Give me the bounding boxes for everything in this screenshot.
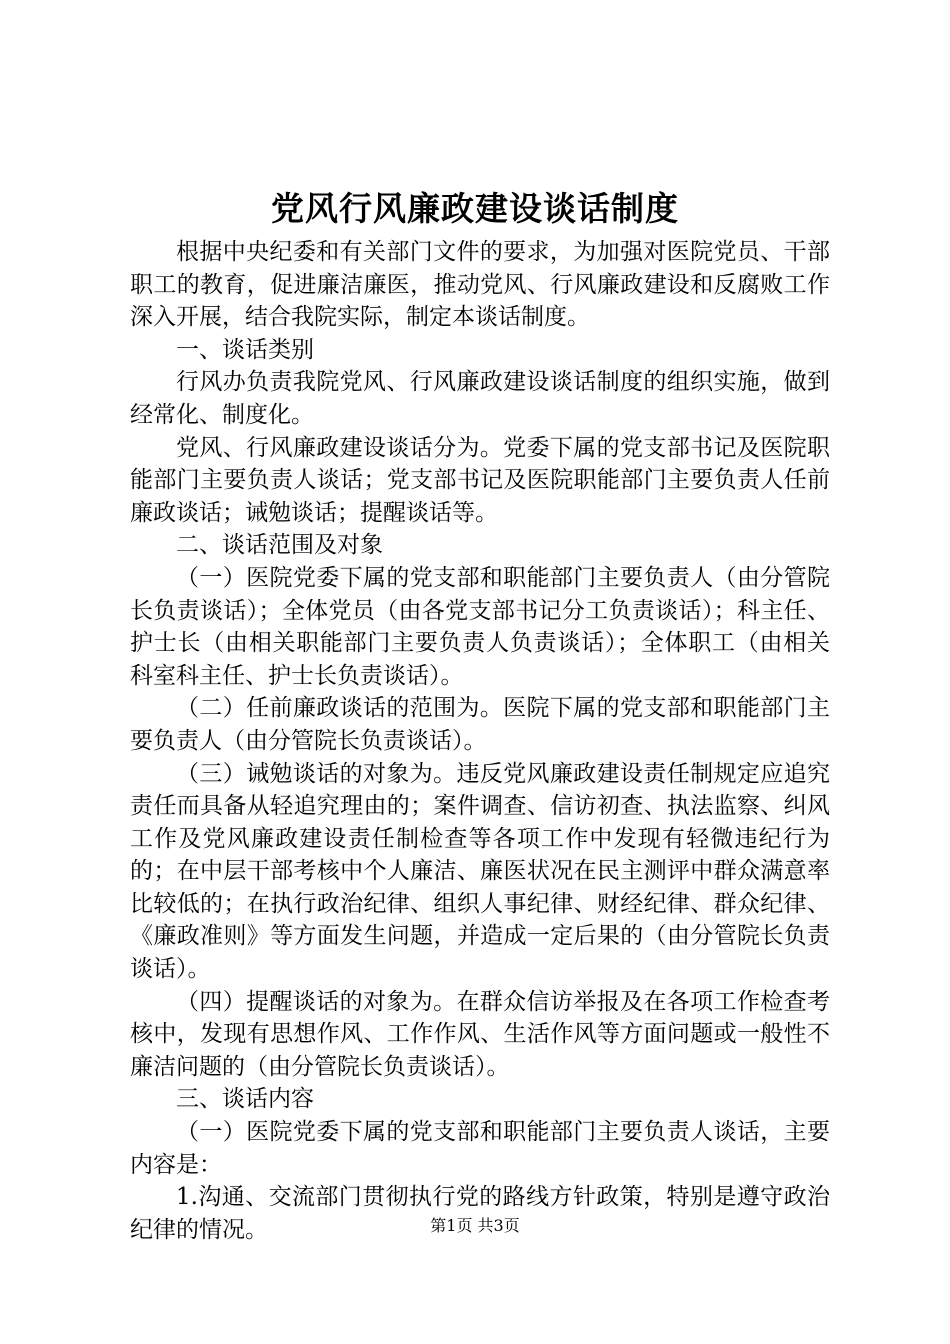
paragraph: 1.沟通、交流部门贯彻执行党的路线方针政策，特别是遵守政治纪律的情况。: [130, 1184, 830, 1243]
paragraph-intro: 根据中央纪委和有关部门文件的要求，为加强对医院党员、干部职工的教育，促进廉洁廉医，推动党风、行风廉政建设和反腐败工作深入开展，结合我院实际，制定本谈话制度。: [130, 239, 830, 331]
paragraph: （四）提醒谈话的对象为。在群众信访举报及在各项工作检查考核中，发现有思想作风、工作作风、生活作风等方面问题或一般性不廉洁问题的（由分管院长负责谈话）。: [130, 988, 830, 1080]
section-heading-3: 三、谈话内容: [176, 1086, 314, 1113]
paragraph: （一）医院党委下属的党支部和职能部门主要负责人谈话，主要内容是：: [130, 1119, 830, 1178]
section-heading-2: 二、谈话范围及对象: [176, 532, 383, 559]
paragraph: （二）任前廉政谈话的范围为。医院下属的党支部和职能部门主要负责人（由分管院长负责谈话）。: [130, 695, 830, 754]
document-body: [130, 236, 830, 1246]
paragraph: （三）诫勉谈话的对象为。违反党风廉政建设责任制规定应追究责任而具备从轻追究理由的；案件调查、信访初查、执法监察、纠风工作及党风廉政建设责任制检查等各项工作中发现有轻微违纪行为的；在中层干部考核中个人廉洁、廉医状况在民主测评中群众满意率比较低的；在执行政治纪律、组织人事纪律、财经纪律、群众纪律、《廉政准则》等方面发生问题，并造成一定后果的（由分管院长负责谈话）。: [130, 760, 830, 983]
paragraph: （一）医院党委下属的党支部和职能部门主要负责人（由分管院长负责谈话）；全体党员（由各党支部书记分工负责谈话）；科主任、护士长（由相关职能部门主要负责人负责谈话）；全体职工（由相关科室科主任、护士长负责谈话）。: [130, 564, 830, 689]
section-heading-1: 一、谈话类别: [176, 336, 314, 363]
paragraph: 行风办负责我院党风、行风廉政建设谈话制度的组织实施，做到经常化、制度化。: [130, 369, 830, 428]
page-footer: 第1页 共3页: [430, 1216, 520, 1235]
paragraph: 党风、行风廉政建设谈话分为。党委下属的党支部书记及医院职能部门主要负责人谈话；党支部书记及医院职能部门主要负责人任前廉政谈话；诫勉谈话；提醒谈话等。: [130, 434, 830, 526]
document-title: 党风行风廉政建设谈话制度: [271, 189, 679, 228]
